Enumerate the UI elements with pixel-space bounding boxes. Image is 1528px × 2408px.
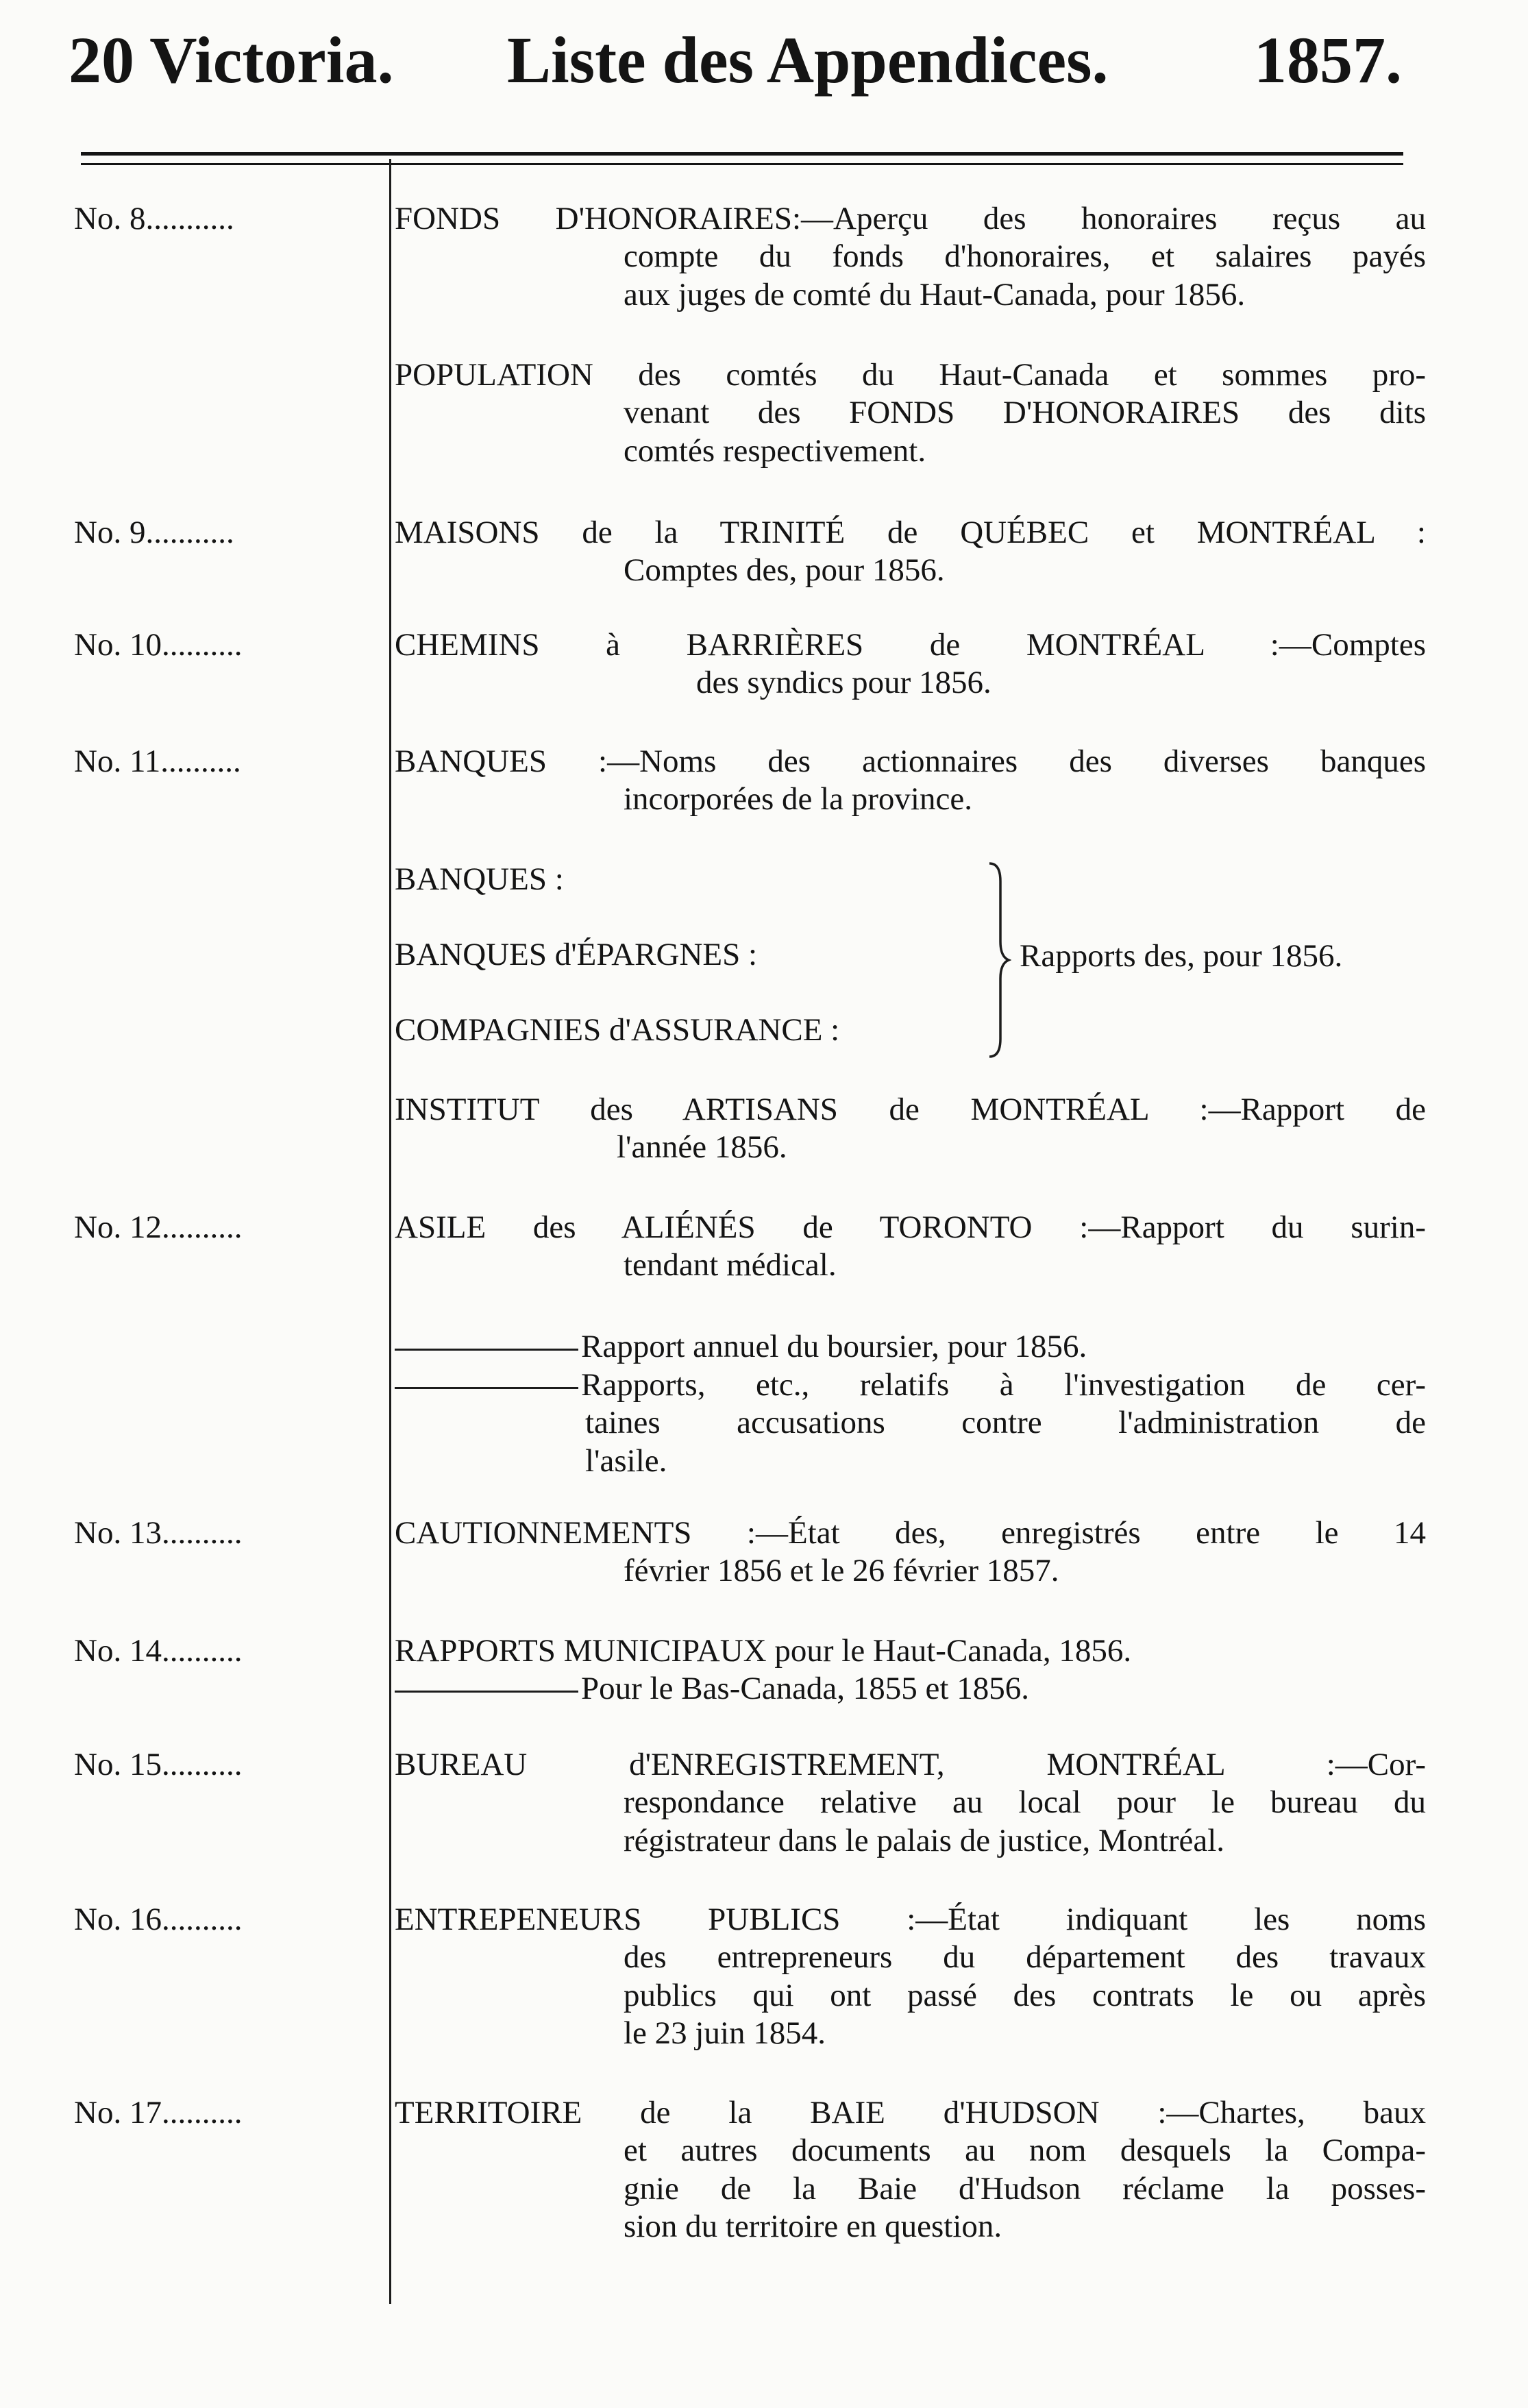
curly-brace-icon — [987, 861, 1011, 1059]
entry-line: février 1856 et le 26 février 1857. — [624, 1553, 1059, 1589]
entry-line: CAUTIONNEMENTS :—État des, enregistrés entre le 14 — [395, 1515, 1426, 1551]
appendix-entry — [395, 1091, 1426, 1167]
column-divider — [389, 159, 391, 2304]
ditto-dash — [395, 1691, 578, 1693]
entry-line: BANQUES d'ÉPARGNES : — [395, 937, 758, 972]
entry-line: POPULATION des comtés du Haut-Canada et sommes pro- — [395, 357, 1426, 393]
ditto-dash — [395, 1349, 578, 1351]
entry-line: RAPPORTS MUNICIPAUX pour le Haut-Canada, 1856. — [395, 1633, 1132, 1669]
entry-line: INSTITUT des ARTISANS de MONTRÉAL :—Rapport de — [395, 1092, 1426, 1127]
appendix-entry — [395, 1328, 1426, 1366]
header-rule-thin — [81, 163, 1403, 165]
entry-line: et autres documents au nom desquels la Compa- — [624, 2133, 1426, 2169]
appendix-number: No. 15.......... — [74, 1747, 243, 1782]
appendix-entry — [395, 1209, 1426, 1285]
entry-line: Pour le Bas-Canada, 1855 et 1856. — [581, 1671, 1029, 1707]
appendix-entry — [395, 1366, 1426, 1480]
entry-line: gnie de la Baie d'Hudson réclame la posses- — [624, 2170, 1426, 2207]
entry-line: Rapport annuel du boursier, pour 1856. — [581, 1329, 1087, 1364]
appendix-entry — [395, 1514, 1426, 1590]
entry-line: sion du territoire en question. — [624, 2209, 1002, 2245]
appendix-entry — [395, 200, 1426, 314]
entry-line: des entrepreneurs du département des travaux — [624, 1939, 1426, 1976]
entry-line: respondance relative au local pour le bureau du — [624, 1784, 1426, 1821]
appendix-number: No. 16.......... — [74, 1902, 243, 1937]
appendix-entry — [395, 1632, 1426, 1708]
entry-line: publics qui ont passé des contrats le ou après — [624, 1977, 1426, 2013]
appendix-number: No. 14.......... — [74, 1633, 243, 1669]
entry-line: venant des FONDS D'HONORAIRES des dits — [624, 395, 1426, 431]
appendix-number: No. 12.......... — [74, 1209, 243, 1245]
ditto-dash — [395, 1387, 578, 1389]
entry-line: BANQUES : — [395, 861, 564, 897]
entry-line: CHEMINS à BARRIÈRES de MONTRÉAL :—Comptes — [395, 627, 1426, 663]
entry-line: l'année 1856. — [617, 1129, 787, 1166]
entry-line: incorporées de la province. — [624, 781, 972, 818]
entry-line: le 23 juin 1854. — [624, 2015, 826, 2052]
appendix-entry — [395, 2094, 1426, 2246]
entry-line: Rapports, etc., relatifs à l'investigation de cer- — [581, 1367, 1426, 1403]
entry-line: BANQUES :—Noms des actionnaires des diverses banques — [395, 744, 1426, 779]
appendix-entry — [395, 743, 1426, 819]
entry-line: aux juges de comté du Haut-Canada, pour 1856. — [624, 276, 1246, 312]
entry-line: TERRITOIRE de la BAIE d'HUDSON :—Chartes, baux — [395, 2095, 1426, 2130]
appendix-number: No. 13.......... — [74, 1515, 243, 1551]
entry-line: Comptes des, pour 1856. — [624, 552, 945, 589]
header-year: 1857. — [1254, 23, 1402, 97]
appendix-number: No. 17.......... — [74, 2095, 243, 2130]
header-title: Liste des Appendices. — [507, 23, 1109, 97]
entry-line: l'asile. — [585, 1442, 667, 1479]
bracket-item — [395, 1011, 1426, 1049]
entry-line: taines accusations contre l'administration de — [585, 1405, 1426, 1441]
entry-line: compte du fonds d'honoraires, et salaires payés — [624, 238, 1426, 275]
appendix-number: No. 8........... — [74, 201, 234, 236]
entry-line: BUREAU d'ENREGISTREMENT, MONTRÉAL :—Cor- — [395, 1747, 1426, 1782]
entry-line: MAISONS de la TRINITÉ de QUÉBEC et MONTRÉAL : — [395, 515, 1426, 550]
appendix-entry — [395, 514, 1426, 590]
bracket-note: Rapports des, pour 1856. — [1020, 938, 1343, 974]
appendix-entry — [395, 1901, 1426, 2053]
appendix-entry — [395, 626, 1426, 702]
bracket-item — [395, 861, 1426, 898]
appendix-entry — [395, 356, 1426, 470]
appendix-number: No. 11.......... — [74, 744, 241, 779]
appendix-entry — [395, 1746, 1426, 1860]
appendix-number: No. 10.......... — [74, 627, 243, 663]
header-rule-thick — [81, 152, 1403, 156]
entry-line: régistrateur dans le palais de justice, Montréal. — [624, 1822, 1225, 1858]
header-regnal-year: 20 Victoria. — [69, 23, 394, 97]
entry-line: COMPAGNIES d'ASSURANCE : — [395, 1012, 840, 1048]
entry-line: ENTREPENEURS PUBLICS :—État indiquant les noms — [395, 1902, 1426, 1937]
entry-line: tendant médical. — [624, 1247, 837, 1283]
entry-line: FONDS D'HONORAIRES:—Aperçu des honoraires reçus au — [395, 201, 1426, 236]
entry-line: comtés respectivement. — [624, 432, 926, 469]
entry-line: ASILE des ALIÉNÉS de TORONTO :—Rapport du surin- — [395, 1209, 1426, 1245]
appendix-number: No. 9........... — [74, 515, 234, 550]
entry-line: des syndics pour 1856. — [696, 665, 991, 701]
